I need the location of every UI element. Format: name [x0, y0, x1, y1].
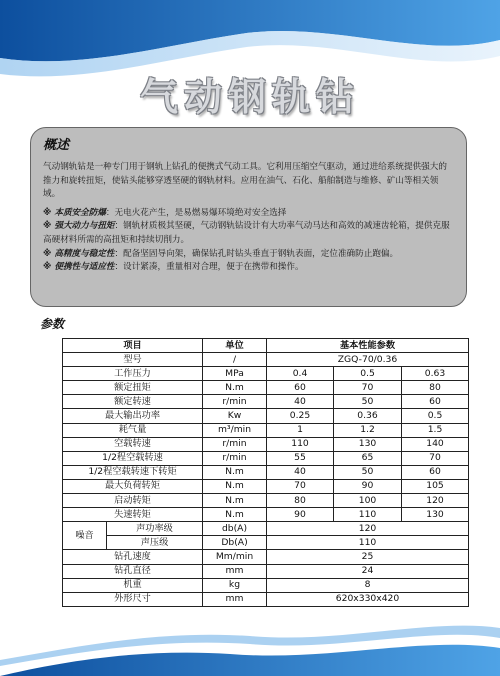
row-value: 60 — [267, 381, 334, 395]
row-unit: MPa — [203, 367, 267, 381]
row-unit: Kw — [203, 409, 267, 423]
row-unit: r/min — [203, 437, 267, 451]
params-heading: 参数 — [40, 317, 65, 331]
table-row — [63, 508, 469, 522]
feature-label: ※ 强大动力与扭矩 — [43, 221, 115, 232]
row-value: 70 — [267, 479, 334, 493]
noise-group-label: 噪音 — [63, 522, 107, 550]
row-value: 100 — [334, 494, 402, 508]
feature-item — [43, 220, 452, 247]
row-value: 80 — [402, 381, 469, 395]
row-value: 130 — [402, 508, 469, 522]
row-label: 钻孔速度 — [63, 550, 203, 564]
feature-label: ※ 本质安全防爆 — [43, 207, 106, 218]
row-label: 钻孔直径 — [63, 564, 203, 578]
row-value: 40 — [267, 465, 334, 479]
row-unit: N.m — [203, 479, 267, 493]
row-value: 0.5 — [402, 409, 469, 423]
table-row — [63, 353, 469, 367]
row-value: 50 — [334, 465, 402, 479]
row-label: 外形尺寸 — [63, 592, 203, 606]
row-label: 声压级 — [107, 536, 203, 550]
row-unit: Db(A) — [203, 536, 267, 550]
row-value: 1.2 — [334, 423, 402, 437]
row-unit: N.m — [203, 381, 267, 395]
row-value: ZGQ-70/0.36 — [267, 353, 469, 367]
row-label: 1/2程空载转速下转矩 — [63, 465, 203, 479]
header-item: 项目 — [63, 339, 203, 353]
table-row — [63, 536, 469, 550]
row-unit: Mm/min — [203, 550, 267, 564]
row-label: 额定转速 — [63, 395, 203, 409]
row-value: 24 — [267, 564, 469, 578]
row-value: 65 — [334, 451, 402, 465]
row-value: 60 — [402, 395, 469, 409]
table-row — [63, 592, 469, 606]
row-unit: kg — [203, 578, 267, 592]
row-unit: N.m — [203, 494, 267, 508]
feature-item — [43, 207, 452, 221]
table-row — [63, 465, 469, 479]
row-value: 110 — [267, 437, 334, 451]
table-row — [63, 423, 469, 437]
table-row — [63, 578, 469, 592]
row-label: 机重 — [63, 578, 203, 592]
summary-heading: 概述 — [43, 138, 70, 153]
feature-label: ※ 高精度与稳定性 — [43, 248, 115, 259]
row-label: 耗气量 — [63, 423, 203, 437]
row-value: 105 — [402, 479, 469, 493]
row-value: 60 — [402, 465, 469, 479]
row-unit: m³/min — [203, 423, 267, 437]
row-value: 50 — [334, 395, 402, 409]
row-value: 0.4 — [267, 367, 334, 381]
row-value: 0.25 — [267, 409, 334, 423]
row-value: 25 — [267, 550, 469, 564]
table-row — [63, 550, 469, 564]
feature-text: ：设计紧凑，重量相对合理，便于在携带和操作。 — [114, 262, 304, 273]
row-label: 1/2程空载转速 — [63, 451, 203, 465]
table-row — [63, 451, 469, 465]
row-unit: mm — [203, 564, 267, 578]
feature-item — [43, 248, 452, 262]
row-unit: N.m — [203, 508, 267, 522]
table-row — [63, 409, 469, 423]
row-value: 1 — [267, 423, 334, 437]
table-header-row — [63, 339, 469, 353]
row-value: 8 — [267, 578, 469, 592]
table-row — [63, 522, 469, 536]
feature-text: ：钢轨材质极其坚硬，气动钢轨钻设计有大功率气动马达和高效的减速齿轮箱，提供克服高硬材料所需的高扭矩和持续切削力。 — [43, 221, 450, 245]
row-value: 140 — [402, 437, 469, 451]
row-value: 80 — [267, 494, 334, 508]
header-unit: 单位 — [203, 339, 267, 353]
page-title: 气动钢轨钻 — [139, 75, 360, 119]
table-row — [63, 381, 469, 395]
row-label: 失速转矩 — [63, 508, 203, 522]
feature-text: ：无电火花产生，是易燃易爆环境绝对安全选择 — [105, 207, 287, 218]
row-value: 110 — [267, 536, 469, 550]
row-value: 1.5 — [402, 423, 469, 437]
row-unit: r/min — [203, 395, 267, 409]
row-label: 最大负荷转矩 — [63, 479, 203, 493]
spec-table — [62, 338, 469, 607]
row-value: 90 — [334, 479, 402, 493]
row-value: 55 — [267, 451, 334, 465]
header-values: 基本性能参数 — [267, 339, 469, 353]
row-label: 额定扭矩 — [63, 381, 203, 395]
row-label: 空载转速 — [63, 437, 203, 451]
row-value: 110 — [334, 508, 402, 522]
feature-item — [43, 261, 452, 275]
summary-intro: 气动钢轨钻是一种专门用于钢轨上钻孔的便携式气动工具。它利用压缩空气驱动，通过进给系统提供强大的推力和旋转扭矩，使钻头能够穿透坚硬的钢轨材料。应用在油气、石化、船舶制造与维修、矿山等相关领域。 — [43, 162, 447, 200]
row-value: 120 — [267, 522, 469, 536]
table-row — [63, 395, 469, 409]
row-value: 40 — [267, 395, 334, 409]
row-unit: mm — [203, 592, 267, 606]
table-row — [63, 494, 469, 508]
row-label: 声功率级 — [107, 522, 203, 536]
feature-text: ：配备坚固导向架，确保钻孔时钻头垂直于钢轨表面，定位准确防止跑偏。 — [114, 248, 399, 259]
row-unit: r/min — [203, 451, 267, 465]
row-label: 启动转矩 — [63, 494, 203, 508]
row-value: 0.5 — [334, 367, 402, 381]
row-value: 70 — [402, 451, 469, 465]
row-label: 型号 — [63, 353, 203, 367]
row-unit: N.m — [203, 465, 267, 479]
feature-label: ※ 便携性与适应性 — [43, 262, 115, 273]
row-value: 620x330x420 — [267, 592, 469, 606]
row-label: 最大输出功率 — [63, 409, 203, 423]
row-value: 120 — [402, 494, 469, 508]
row-value: 130 — [334, 437, 402, 451]
table-row — [63, 479, 469, 493]
row-value: 90 — [267, 508, 334, 522]
row-value: 0.36 — [334, 409, 402, 423]
row-unit: / — [203, 353, 267, 367]
row-value: 70 — [334, 381, 402, 395]
table-row — [63, 367, 469, 381]
row-value: 0.63 — [402, 367, 469, 381]
row-label: 工作压力 — [63, 367, 203, 381]
summary-panel — [30, 127, 467, 307]
row-unit: db(A) — [203, 522, 267, 536]
table-row — [63, 564, 469, 578]
table-row — [63, 437, 469, 451]
